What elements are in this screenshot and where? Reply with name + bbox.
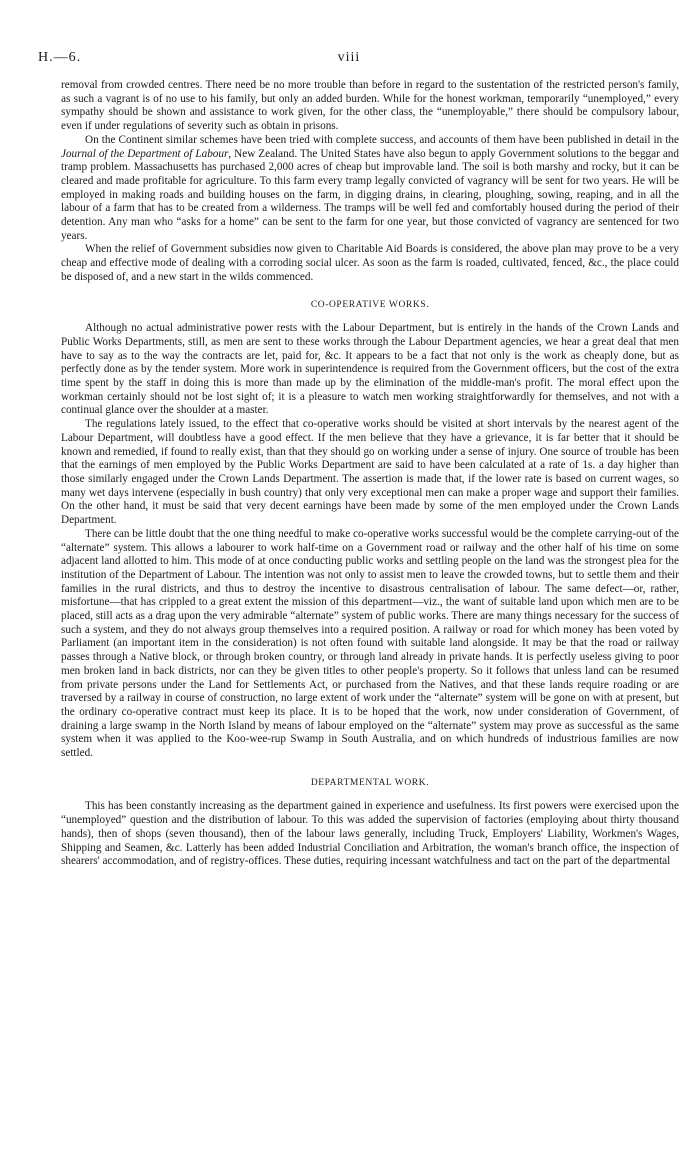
page-number: viii — [337, 50, 361, 65]
paragraph-continent-schemes-text-a: On the Continent similar schemes have been tried with complete success, and accounts of them have been published in detail in the — [85, 133, 679, 146]
paragraph-government-subsidies: When the relief of Government subsidies now given to Charitable Aid Boards is considered, the above plan may prove to be a very cheap and effective mode of dealing with a corroding social ulcer. As soon as the farm is roaded, cultivated, fenced, &c., the place could be disposed of, and a new start in the wilds commenced. — [61, 243, 679, 283]
journal-title: Journal of the Department of Labour — [61, 147, 229, 160]
paragraph-continent-schemes — [61, 134, 679, 244]
paragraph-vagrancy-continued: removal from crowded centres. There need be no more trouble than before in regard to the sustentation of the restricted person's family, as such a vagrant is of no use to his family, but only an added burden. While for the honest workman, temporarily “unemployed,” every sympathy should be shown and assistance to work given, for the other class, the “unemployable,” there should be compulsory labour, even if under regulations of severity such as obtain in prisons. — [61, 79, 679, 133]
page-header — [38, 50, 660, 70]
report-reference: H.—6. — [38, 50, 82, 65]
paragraph-cooperative-administration: Although no actual administrative power rests with the Labour Department, but is entirely in the hands of the Crown Lands and Public Works Departments, still, as men are sent to these works through the Labour Department agencies, we hear a great deal that men have to say as to the way the contracts are let, paid for, &c. It appears to be a fact that not only is the work as cheaply done, but as perfectly done as by the tender system. More work in superintendence is required from the Government officers, but the cost of the extra time spent by the staff in doing this is more than made up by the elimination of the middle-man's profit. The moral effect upon the workman certainly should not be lost sight of; it is a pleasure to watch men working straightforwardly for themselves, and not with a continual glance over the shoulder at a master. — [61, 322, 679, 417]
paragraph-cooperative-regulations: The regulations lately issued, to the effect that co-operative works should be visited at short intervals by the nearest agent of the Labour Department, will doubtless have a good effect. If the men believe that they have a grievance, it is far better that it should be known and remedied, if found to really exist, than that they should go on working under a sense of injury. One source of trouble has been that the earnings of men employed by the Public Works Department are said to have been calculated at a rate of 1s. a day higher than those similarly engaged under the Crown Lands Department. The assertion is made that, if the lower rate is based on current wages, so many wet days intervene (especially in bush country) that only very exceptional men can make a proper wage and support their families. On the other hand, it must be said that very decent earnings have been made by some of the men employed under the Crown Lands Department. — [61, 418, 679, 527]
section-heading-cooperative-works: CO-OPERATIVE WORKS. — [310, 299, 430, 310]
document-body — [61, 79, 679, 869]
paragraph-alternate-system: There can be little doubt that the one thing needful to make co-operative works successful would be the complete carrying-out of the “alternate” system. This allows a labourer to work half-time on a Government road or railway and the other half of his time on some adjacent land allotted to him. This mode of at once conducting public works and settling people on the land was the strongest plea for the institution of the Department of Labour. The intention was not only to assist men to leave the crowded towns, but to settle them and their families in the rural districts, and thus to destroy the incentive to disastrous centralisation of labour. The same defect—or, rather, misfortune—that has crippled to a great extent the mission of this department—viz., the want of suitable land upon which men are to be placed, still acts as a drag upon the very admirable “alternate” system of public works. There are many things necessary for the success of such a system, and they do not always group themselves into a required position. A railway or road for which money has been voted by Parliament (an important item in the consideration) is not often found with suitable land alongside. It may be that the road or railway passes through a Native block, or through broken country, or through land already in private hands. It is perfectly useless giving to poor men broken land in back districts, nor can they be given titles to other people's property. So it follows that unless land can be resumed from private persons under the Land for Settlements Act, or purchased from the Natives, and that these lands require roading or are traversed by a railway in course of construction, no large extent of work under the “alternate” system will be gone on with at present, but the ordinary co-operative contract must keep its place. It is to be hoped that the work, now under consideration of Government, of draining a large swamp in the North Island by means of labour employed on the “alternate” system may prove as successful as the same system when it was applied to the Koo-wee-rup Swamp in South Australia, and on which hundreds of industrious families are now settled. — [61, 527, 679, 760]
section-heading-departmental-work: DEPARTMENTAL WORK. — [310, 777, 430, 788]
paragraph-departmental-work: This has been constantly increasing as the department gained in experience and usefulness. Its first powers were exercised upon the “unemployed” question and the distribution of labour. To this was added the supervision of factories (employing about thirty thousand hands), then of shops (seven thousand), then of the labour laws generally, including Truck, Employers' Liability, Workmen's Wages, Shipping and Seamen, &c. Latterly has been added Industrial Conciliation and Arbitration, the woman's branch office, the inspection of shearers' accommodation, and of registry-offices. These duties, requiring incessant watchfulness and tact on the part of the departmental — [61, 800, 679, 868]
paragraph-continent-schemes-text-b: , New Zealand. The United States have also begun to apply Government solutions to the beggar and tramp problem. Massachusetts has purchased 2,000 acres of cheap but improvable land. The soil is both marshy and rocky, but it can be cleared and made profitable for agriculture. To this farm every tramp legally convicted of vagrancy will be sent for two years. He will be employed in making roads and building houses on the farm, in digging drains, in clearing, ploughing, sowing, reaping, and in all the labour of a farm that has to be created from a wilderness. The tramps will be well fed and comfortably housed during the period of their detention. Any man who “asks for a home” can be sent to the farm for one year, but those convicted of vagrancy are sentenced for two years. — [61, 147, 679, 242]
